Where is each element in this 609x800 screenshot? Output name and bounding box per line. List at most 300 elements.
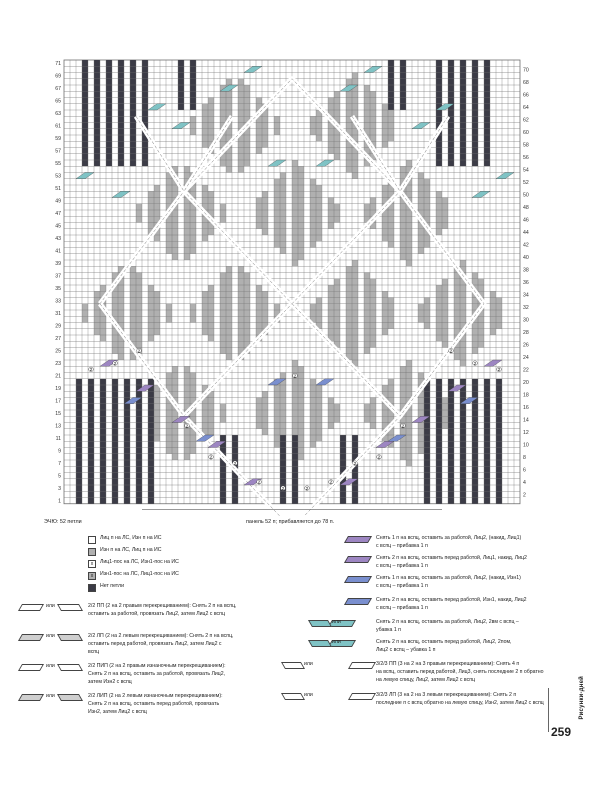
no-stitch-column: [472, 60, 478, 166]
purl-cell: [208, 429, 214, 435]
purl-cell: [154, 329, 160, 335]
purl-cell: [316, 429, 322, 435]
purl-cell: [298, 191, 304, 197]
purl-cell: [370, 98, 376, 104]
purl-cell: [166, 241, 172, 247]
cable-title: 2/2 ЛП (2 на 2 левым перекрещиванием): Снять 2 п на вспц,: [88, 633, 234, 639]
purl-cell: [292, 360, 298, 366]
purl-cell: [382, 223, 388, 229]
purl-cell: [208, 123, 214, 129]
purl-cell: [94, 310, 100, 316]
purl-cell: [364, 335, 370, 341]
purl-cell: [490, 310, 496, 316]
cable-symbol-alt: [281, 662, 305, 669]
row-label: 27: [55, 336, 61, 342]
knitting-chart: [50, 56, 542, 516]
purl-cell: [400, 366, 406, 372]
purl-cell: [166, 304, 172, 310]
purl-cell: [418, 429, 424, 435]
purl-cell: [172, 223, 178, 229]
row-label: 50: [523, 192, 529, 199]
purl-cell: [226, 166, 232, 172]
purl-cell: [274, 116, 280, 122]
purl-cell: [346, 323, 352, 329]
purl-cell: [472, 323, 478, 329]
purl-cell: [370, 416, 376, 422]
row-label: 46: [523, 217, 529, 224]
purl-cell: [310, 385, 316, 391]
purl-cell: [370, 110, 376, 116]
purl-cell: [418, 435, 424, 441]
purl-cell: [94, 323, 100, 329]
purl-cell: [274, 398, 280, 404]
purl-cell: [148, 216, 154, 222]
purl-cell: [352, 323, 358, 329]
row-label: 63: [55, 111, 61, 117]
purl-cell: [166, 423, 172, 429]
cable-title: 2/2 ПП (2 на 2 правым перекрещиванием): Снять 2 п на вспц,: [88, 603, 237, 609]
purl-cell: [172, 235, 178, 241]
row-label: 67: [55, 86, 61, 92]
purl-cell: [256, 285, 262, 291]
purl-cell: [406, 435, 412, 441]
purl-cell: [154, 204, 160, 210]
purl-cell: [262, 304, 268, 310]
purl-cell: [184, 216, 190, 222]
purl-cell: [460, 348, 466, 354]
purl-cell: [364, 210, 370, 216]
purl-cell: [298, 454, 304, 460]
cable-body: Лиц2 с вспц – убавка 1 п: [376, 647, 436, 653]
purl-cell: [262, 223, 268, 229]
purl-cell: [256, 204, 262, 210]
purl-cell: [478, 285, 484, 291]
purl-cell: [370, 329, 376, 335]
purl-cell: [130, 279, 136, 285]
cable-body: Снять 2 п на вспц, оставить перед работой, провязать Изн2, затем Лиц2 с вспц: [88, 701, 220, 715]
purl-cell: [148, 329, 154, 335]
purl-cell: [298, 391, 304, 397]
row-label: 28: [523, 329, 529, 336]
purl-cell: [406, 416, 412, 422]
purl-cell: [334, 410, 340, 416]
or-text: или: [332, 619, 341, 625]
purl-cell: [382, 229, 388, 235]
purl-cell: [148, 198, 154, 204]
purl-cell: [190, 391, 196, 397]
purl-cell: [454, 279, 460, 285]
purl-cell: [328, 98, 334, 104]
purl-cell: [220, 104, 226, 110]
purl-cell: [496, 304, 502, 310]
purl-cell: [208, 191, 214, 197]
purl-cell: [334, 416, 340, 422]
purl-cell: [424, 198, 430, 204]
purl-cell: [292, 229, 298, 235]
purl-cell: [436, 204, 442, 210]
purl-cell: [208, 310, 214, 316]
purl-cell: [346, 341, 352, 347]
purl-cell: [262, 191, 268, 197]
purl-cell: [346, 79, 352, 85]
cable-title: Снять 1 п на вспц, оставить за работой, Лиц2, (накид, Изн1): [376, 575, 521, 581]
purl-cell: [226, 329, 232, 335]
purl-cell: [226, 341, 232, 347]
purl-cell: [220, 304, 226, 310]
cable-title: 3/2/3 ЛП (3 на 2 на 3 левым перекрещиванием): Снять 2 п: [376, 692, 517, 698]
row-label: 33: [55, 298, 61, 305]
purl-cell: [118, 341, 124, 347]
purl-cell: [424, 316, 430, 322]
purl-cell: [166, 416, 172, 422]
purl-cell: [208, 410, 214, 416]
purl-cell: [328, 291, 334, 297]
purl-cell: [238, 335, 244, 341]
purl-cell: [328, 304, 334, 310]
purl-cell: [166, 379, 172, 385]
panel-caption: панель 52 п; прибавляется до 78 п.: [246, 519, 335, 525]
purl-cell: [298, 173, 304, 179]
purl-cell: [424, 241, 430, 247]
purl-cell: [130, 323, 136, 329]
purl-cell: [280, 198, 286, 204]
row-label: 7: [58, 461, 61, 467]
purl-cell: [316, 385, 322, 391]
purl-cell: [244, 273, 250, 279]
purl-cell: [310, 441, 316, 447]
purl-cell: [172, 454, 178, 460]
purl-cell: [256, 123, 262, 129]
row-label: 1: [58, 498, 61, 505]
purl-cell: [184, 210, 190, 216]
or-text: или: [332, 639, 341, 645]
row-label: 61: [55, 123, 61, 130]
purl-cell: [310, 223, 316, 229]
purl-cell: [184, 241, 190, 247]
purl-cell: [166, 191, 172, 197]
purl-cell: [328, 198, 334, 204]
purl-cell: [166, 185, 172, 191]
purl-cell: [454, 348, 460, 354]
purl-cell: [136, 204, 142, 210]
purl-cell: [136, 316, 142, 322]
purl-cell: [184, 235, 190, 241]
purl-cell: [118, 310, 124, 316]
purl-cell: [130, 273, 136, 279]
purl-cell: [382, 135, 388, 141]
purl-cell: [478, 279, 484, 285]
purl-cell: [184, 435, 190, 441]
row-labels-right: [523, 67, 529, 498]
purl-cell: [406, 429, 412, 435]
purl-cell: [190, 223, 196, 229]
purl-cell: [364, 298, 370, 304]
purl-cell: [256, 304, 262, 310]
purl-cell: [400, 379, 406, 385]
purl-cell: [256, 423, 262, 429]
purl-cell: [418, 229, 424, 235]
cable-body: убавка 1 п: [376, 627, 401, 633]
purl-cell: [436, 304, 442, 310]
purl-cell: [292, 210, 298, 216]
purl-cell: [436, 335, 442, 341]
row-label: 21: [55, 373, 61, 380]
purl-cell: [352, 291, 358, 297]
purl-cell: [202, 404, 208, 410]
purl-cell: [316, 204, 322, 210]
row-label: 31: [55, 311, 61, 317]
purl-cell: [310, 235, 316, 241]
purl-cell: [316, 435, 322, 441]
purl-cell: [424, 210, 430, 216]
purl-cell: [202, 423, 208, 429]
purl-cell: [208, 98, 214, 104]
purl-cell: [436, 323, 442, 329]
purl-cell: [370, 129, 376, 135]
purl-cell: [298, 398, 304, 404]
purl-cell: [256, 310, 262, 316]
purl-cell: [220, 216, 226, 222]
purl-cell: [310, 241, 316, 247]
purl-cell: [220, 329, 226, 335]
purl-cell: [352, 348, 358, 354]
purl-cell: [382, 385, 388, 391]
purl-cell: [220, 279, 226, 285]
cable-title: 3/2/3 ПП (3 на 2 на 3 правым перекрещиванием): Снять 4 п: [376, 661, 520, 667]
purl-cell: [220, 91, 226, 97]
purl-cell: [226, 316, 232, 322]
purl-cell: [208, 298, 214, 304]
purl-cell: [454, 316, 460, 322]
purl-cell: [262, 410, 268, 416]
purl-cell: [352, 304, 358, 310]
purl-cell: [298, 423, 304, 429]
purl-cell: [382, 141, 388, 147]
purl-cell: [262, 391, 268, 397]
purl-cell: [352, 341, 358, 347]
cable-symbol: [344, 598, 372, 605]
purl-cell: [148, 310, 154, 316]
increase-label: 2: [137, 348, 141, 354]
purl-cell: [238, 310, 244, 316]
no-stitch-column: [460, 60, 466, 166]
purl-cell: [220, 335, 226, 341]
purl-cell: [244, 148, 250, 154]
purl-cell: [136, 329, 142, 335]
purl-cell: [280, 179, 286, 185]
purl-cell: [310, 429, 316, 435]
purl-cell: [406, 216, 412, 222]
purl-cell: [190, 441, 196, 447]
purl-cell: [184, 398, 190, 404]
purl-cell: [352, 279, 358, 285]
purl-cell: [148, 298, 154, 304]
purl-cell: [400, 229, 406, 235]
purl-cell: [244, 316, 250, 322]
purl-cell: [298, 235, 304, 241]
purl-cell: [166, 310, 172, 316]
purl-cell: [472, 341, 478, 347]
purl-cell: [454, 304, 460, 310]
purl-cell: [334, 310, 340, 316]
purl-cell: [280, 423, 286, 429]
purl-cell: [244, 85, 250, 91]
purl-cell: [190, 216, 196, 222]
purl-cell: [388, 310, 394, 316]
purl-cell: [154, 235, 160, 241]
purl-cell: [256, 316, 262, 322]
purl-cell: [310, 179, 316, 185]
row-label: 35: [55, 286, 61, 292]
purl-cell: [256, 223, 262, 229]
purl-cell: [166, 198, 172, 204]
purl-cell: [298, 429, 304, 435]
purl-cell: [292, 398, 298, 404]
purl-cell: [184, 254, 190, 260]
purl-cell: [298, 254, 304, 260]
row-label: 25: [55, 348, 61, 355]
purl-cell: [220, 285, 226, 291]
cable-symbol-alt: [57, 604, 83, 611]
purl-cell: [154, 310, 160, 316]
purl-cell: [244, 285, 250, 291]
purl-cell: [328, 323, 334, 329]
purl-cell: [298, 416, 304, 422]
row-label: 53: [55, 173, 61, 180]
purl-cell: [292, 416, 298, 422]
purl-cell: [298, 248, 304, 254]
purl-cell: [100, 285, 106, 291]
purl-cell: [274, 198, 280, 204]
legend-symbol-text: Нет петли: [100, 583, 124, 589]
purl-cell: [274, 391, 280, 397]
purl-cell: [298, 179, 304, 185]
purl-cell: [388, 123, 394, 129]
purl-cell: [406, 385, 412, 391]
purl-cell: [280, 173, 286, 179]
cable-body: на вспц, оставить перед работой, Лиц3, снять последние 2 п обратно на левую спицу, Лиц2, затем Лиц2 с вспц: [376, 669, 544, 683]
purl-cell: [292, 404, 298, 410]
purl-cell: [406, 366, 412, 372]
purl-cell: [238, 341, 244, 347]
purl-cell: [442, 335, 448, 341]
purl-cell: [478, 323, 484, 329]
purl-cell: [166, 448, 172, 454]
purl-cell: [184, 204, 190, 210]
purl-cell: [262, 316, 268, 322]
purl-cell: [328, 216, 334, 222]
purl-cell: [208, 404, 214, 410]
purl-cell: [118, 354, 124, 360]
purl-cell: [274, 185, 280, 191]
purl-cell: [220, 160, 226, 166]
purl-cell: [184, 391, 190, 397]
cable-symbol: [18, 634, 44, 641]
no-stitch-column: [220, 435, 226, 504]
purl-cell: [154, 185, 160, 191]
purl-cell: [316, 229, 322, 235]
purl-cell: [400, 391, 406, 397]
purl-cell: [238, 273, 244, 279]
purl-cell: [256, 210, 262, 216]
purl-cell: [256, 135, 262, 141]
purl-cell: [166, 179, 172, 185]
cable-title: Снять 1 п на вспц, оставить за работой, Лиц2, (накид, Лиц1): [376, 535, 522, 541]
or-text: или: [46, 693, 55, 699]
purl-cell: [208, 335, 214, 341]
purl-cell: [400, 216, 406, 222]
purl-cell: [460, 316, 466, 322]
purl-cell: [400, 204, 406, 210]
purl-cell: [244, 135, 250, 141]
purl-cell: [262, 429, 268, 435]
purl-cell: [406, 454, 412, 460]
purl-cell: [328, 223, 334, 229]
purl-cell: [280, 191, 286, 197]
purl-cell: [172, 366, 178, 372]
purl-cell: [388, 210, 394, 216]
purl-cell: [262, 416, 268, 422]
purl-cell: [382, 291, 388, 297]
purl-cell: [310, 435, 316, 441]
purl-cell: [118, 348, 124, 354]
rapport-caption: ЭЧЮ: 52 петли: [44, 519, 82, 525]
purl-cell: [334, 216, 340, 222]
purl-cell: [220, 416, 226, 422]
purl-cell: [280, 223, 286, 229]
purl-cell: [370, 135, 376, 141]
increase-label: 2: [449, 348, 453, 354]
purl-cell: [190, 373, 196, 379]
purl-cell: [406, 254, 412, 260]
purl-cell: [490, 329, 496, 335]
purl-cell: [148, 204, 154, 210]
purl-cell: [424, 298, 430, 304]
legend-symbol-box: [88, 548, 96, 556]
legend-symbol-box: x: [88, 572, 96, 580]
purl-cell: [298, 198, 304, 204]
purl-cell: [172, 254, 178, 260]
purl-cell: [334, 98, 340, 104]
cable-symbol-alt: [57, 664, 83, 671]
purl-cell: [490, 304, 496, 310]
purl-cell: [238, 166, 244, 172]
purl-cell: [406, 210, 412, 216]
purl-cell: [370, 198, 376, 204]
purl-cell: [256, 129, 262, 135]
row-label: 55: [55, 161, 61, 167]
purl-cell: [316, 210, 322, 216]
purl-cell: [442, 310, 448, 316]
purl-cell: [112, 348, 118, 354]
purl-cell: [82, 310, 88, 316]
purl-cell: [262, 204, 268, 210]
purl-cell: [280, 391, 286, 397]
purl-cell: [154, 410, 160, 416]
purl-cell: [292, 191, 298, 197]
purl-cell: [442, 279, 448, 285]
purl-cell: [262, 135, 268, 141]
purl-cell: [460, 260, 466, 266]
purl-cell: [166, 373, 172, 379]
purl-cell: [280, 385, 286, 391]
purl-cell: [382, 116, 388, 122]
purl-cell: [274, 123, 280, 129]
purl-cell: [100, 316, 106, 322]
row-label: 3: [58, 486, 61, 492]
purl-cell: [352, 110, 358, 116]
purl-cell: [310, 398, 316, 404]
